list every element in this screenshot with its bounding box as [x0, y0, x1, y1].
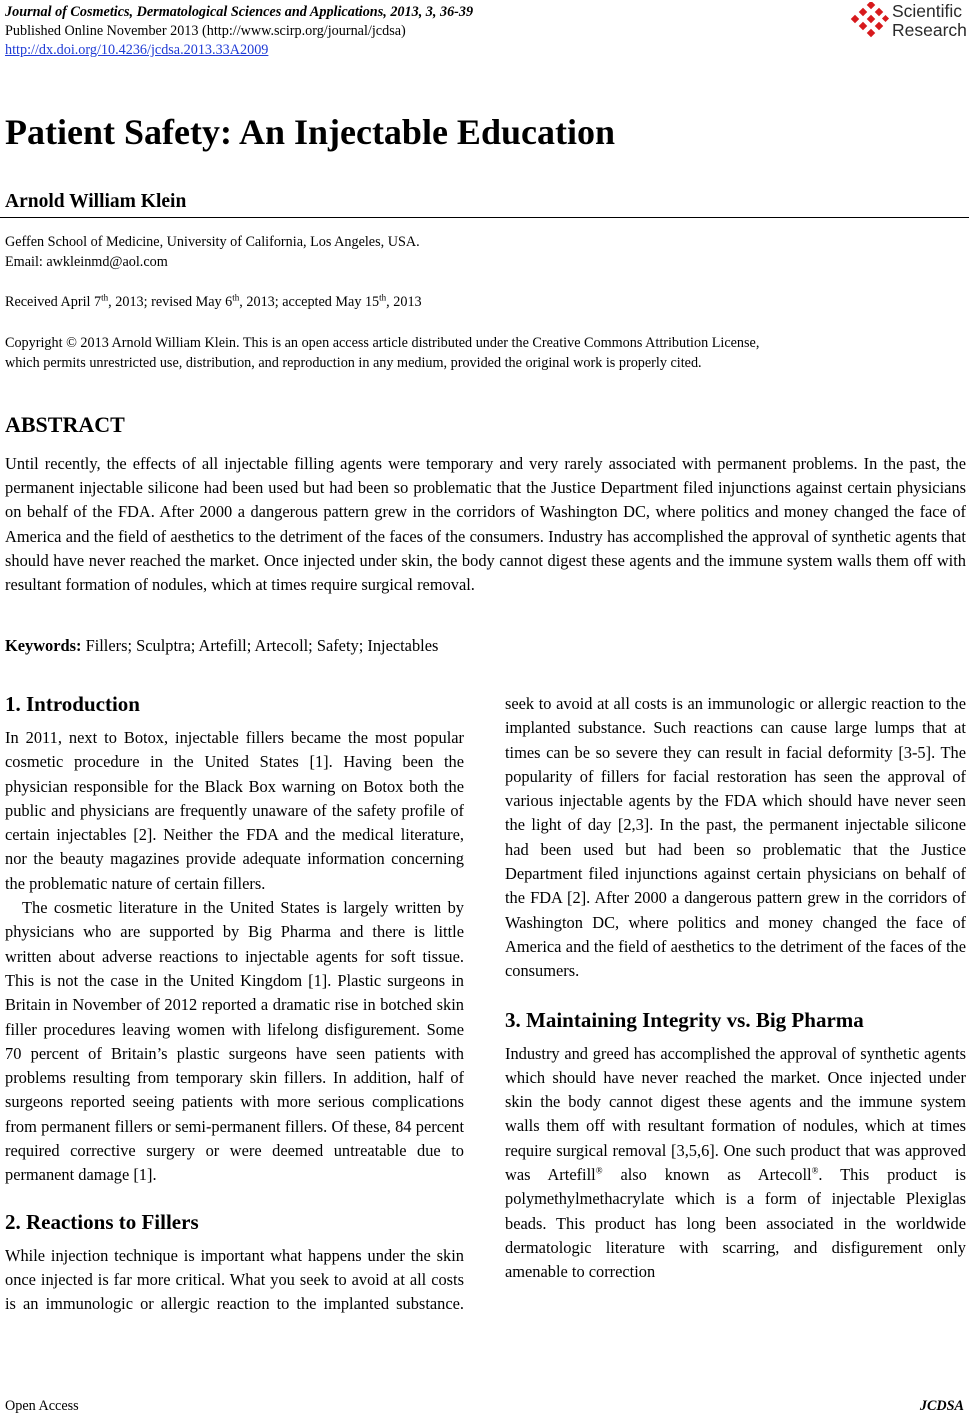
reactions-paragraph-continued: seek to avoid at all costs is an immunologic or allergic reaction to the implanted substance. Such reactions can cause large lumps that at times can be so severe they can result in facial deformity [3-5]. The popularity of fillers for facial restoration has seen the approval of various injectable agents by the FDA which should have never seen the light of day [2,3]. In the past, the permanent injectable silicone had been used but had been so problematic that the Justice Department filed injunctions against certain physicians on behalf of the FDA [2]. After 2000 a dangerous pattern grew in the corridors of Washington DC, where politics and money changed the face of America and the field of aesthetics to the detriment of the faces of the consumers.	[505, 694, 966, 981]
abstract-heading: ABSTRACT	[5, 412, 125, 437]
keywords-list: Fillers; Sculptra; Artefill; Artecoll; Safety; Injectables	[81, 636, 439, 655]
affiliation: Geffen School of Medicine, University of California, Los Angeles, USA.	[5, 234, 420, 250]
publication-line: Published Online November 2013 (http://www.scirp.org/journal/jcdsa)	[5, 23, 406, 39]
journal-name: Journal of Cosmetics, Dermatological Sciences and Applications	[5, 4, 384, 20]
section-heading-reactions: 2. Reactions to Fillers	[5, 1209, 199, 1234]
copyright-line-1: Copyright © 2013 Arnold William Klein. This is an open access article distributed under the Creative Commons Attribution License,	[5, 335, 760, 351]
intro-paragraph-2: The cosmetic literature in the United States is largely written by physicians who are supported by Big Pharma and there is little written about adverse reactions to injectable agents for soft tissue. This is not the case in the United Kingdom [1]. Plastic surgeons in Britain in November of 2012 reported a dramatic rise in botched skin filler procedures leaving women with lifelong disfigurement. Some 70 percent of Britain’s plastic surgeons have seen patients with problems resulting from temporary skin fillers. In addition, half of surgeons reported seeing patients with more serious complications from permanent fillers or semi-permanent fillers. Of these, 84 percent required corrective surgery or were deemed untreatable due to permanent damage [1].	[5, 898, 464, 1185]
keywords-label: Keywords:	[5, 636, 82, 655]
keywords	[5, 636, 438, 656]
logo-line2: Research	[892, 20, 967, 40]
email: Email: awkleinmd@aol.com	[5, 254, 168, 270]
article-title: Patient Safety: An Injectable Education	[5, 112, 615, 152]
logo-line1: Scientific	[892, 1, 963, 21]
section-heading-introduction: 1. Introduction	[5, 692, 140, 716]
title-rule	[0, 217, 969, 218]
scientific-research-logo	[850, 2, 968, 44]
article-dates: Received April 7th, 2013; revised May 6th, 2013; accepted May 15th, 2013	[5, 292, 422, 310]
copyright-line-2: which permits unrestricted use, distribution, and reproduction in any medium, provided the original work is properly cited.	[5, 355, 702, 371]
doi-link[interactable]: http://dx.doi.org/10.4236/jcdsa.2013.33A2009	[5, 42, 269, 58]
journal-header	[5, 3, 473, 60]
footer-journal-abbrev: JCDSA	[919, 1398, 964, 1414]
journal-volume: , 2013, 3, 36-39	[383, 4, 474, 20]
section-heading-integrity: 3. Maintaining Integrity vs. Big Pharma	[505, 1007, 864, 1032]
right-column	[505, 692, 966, 1285]
footer-open-access: Open Access	[5, 1398, 79, 1414]
abstract-text: Until recently, the effects of all injectable filling agents were temporary and very rarely associated with permanent problems. In the past, the permanent injectable silicone had been used but had been so problematic that the Justice Department filed injunctions against certain physicians on behalf of the FDA. After 2000 a dangerous pattern grew in the corridors of Washington DC, where politics and money changed the face of America and the field of aesthetics to the detriment of the faces of the consumers. Industry has accomplished the approval of synthetic agents that should have never reached the market. Once injected under skin, the body cannot digest these agents and the immune system walls them off with resultant formation of nodules, which at times require surgical removal.	[5, 454, 966, 595]
author-name: Arnold William Klein	[5, 191, 187, 212]
intro-paragraph-1: In 2011, next to Botox, injectable fillers became the most popular cosmetic procedure in the United States [1]. Having been the physician responsible for the Black Box warning on Botox both the public and physicians are frequently unaware of the safety profile of certain injectables [2]. Neither the FDA and the medical literature, nor the beauty magazines provide adequate information concerning the problematic nature of certain fillers.	[5, 728, 464, 893]
left-column	[5, 690, 464, 1317]
reactions-paragraph-1: While injection technique is important what happens under the skin once injected is far more critical. What you seek to avoid at all costs is an immunologic or allergic reaction to the implanted substance.	[5, 1245, 464, 1314]
integrity-paragraph-1: Industry and greed has accomplished the approval of synthetic agents which should have never reached the market. Once injected under skin the body cannot digest these agents and the immune system walls them off with resultant formation of nodules, which at times require surgical removal [3,5,6]. One such product that was approved was Artefill® also known as Artecoll®. This product is polymethylmethacrylate which is a form of injectable Plexiglas beads. This product has long been associated in the worldwide dermatologic literature with scarring, and disfigurement only amenable to correction	[505, 1043, 966, 1282]
logo-mark-icon	[850, 2, 890, 42]
